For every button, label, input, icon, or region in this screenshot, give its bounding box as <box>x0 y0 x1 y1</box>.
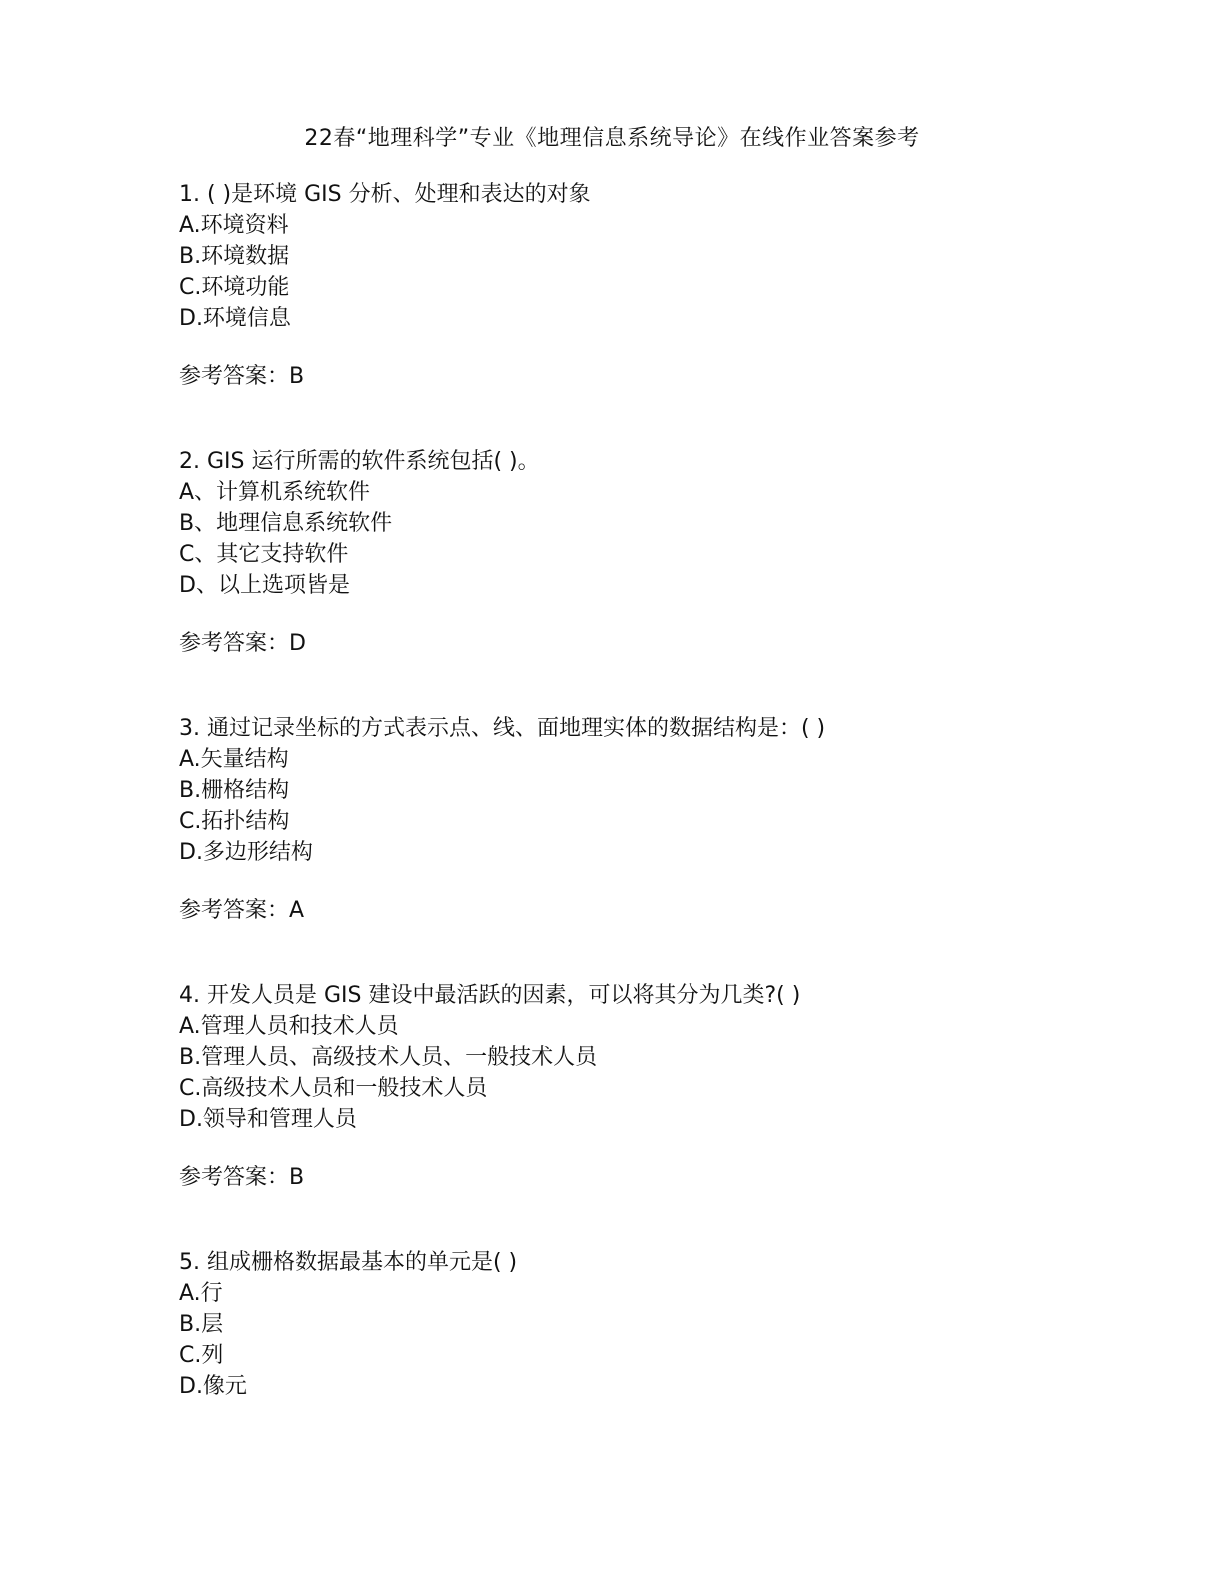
question-4 <box>179 981 1119 1248</box>
option-d: D.多边形结构 <box>179 840 313 865</box>
option-c: C.高级技术人员和一般技术人员 <box>179 1076 488 1101</box>
answer-label: 参考答案： <box>179 631 290 656</box>
answer-label: 参考答案： <box>179 1165 290 1190</box>
option-b: B.管理人员、高级技术人员、一般技术人员 <box>179 1045 598 1070</box>
option-list <box>179 478 1119 602</box>
answer-value: A <box>289 898 305 923</box>
question-text: 3. 通过记录坐标的方式表示点、线、面地理实体的数据结构是：( ) <box>179 716 826 741</box>
document-title: 22春“地理科学”专业《地理信息系统导论》在线作业答案参考 <box>304 126 920 151</box>
question-5 <box>179 1248 1119 1515</box>
option-d: D.领导和管理人员 <box>179 1107 357 1132</box>
option-d: D.像元 <box>179 1374 247 1399</box>
question-1 <box>179 180 1119 447</box>
option-list <box>179 1279 1119 1403</box>
question-text: 4. 开发人员是 GIS 建设中最活跃的因素，可以将其分为几类?( ) <box>179 983 801 1008</box>
reference-answer <box>179 896 1119 926</box>
question-2 <box>179 447 1119 714</box>
option-a: A.环境资料 <box>179 213 289 238</box>
option-c: C.列 <box>179 1343 224 1368</box>
question-text: 5. 组成栅格数据最基本的单元是( ) <box>179 1250 518 1275</box>
option-a: A.行 <box>179 1281 223 1306</box>
option-list <box>179 1012 1119 1136</box>
option-a: A、计算机系统软件 <box>179 480 371 505</box>
reference-answer <box>179 362 1119 392</box>
answer-value: D <box>289 631 306 656</box>
question-text: 1. ( )是环境 GIS 分析、处理和表达的对象 <box>179 182 591 207</box>
option-c: C.环境功能 <box>179 275 290 300</box>
option-d: D、以上选项皆是 <box>179 573 350 598</box>
option-list <box>179 745 1119 869</box>
answer-label: 参考答案： <box>179 364 290 389</box>
answer-value: B <box>289 1165 305 1190</box>
option-a: A.矢量结构 <box>179 747 289 772</box>
option-b: B.栅格结构 <box>179 778 290 803</box>
option-b: B.环境数据 <box>179 244 290 269</box>
reference-answer <box>179 629 1119 659</box>
question-text: 2. GIS 运行所需的软件系统包括( )。 <box>179 449 540 474</box>
option-c: C、其它支持软件 <box>179 542 349 567</box>
question-list <box>179 180 1119 1515</box>
option-c: C.拓扑结构 <box>179 809 290 834</box>
question-3 <box>179 714 1119 981</box>
answer-value: B <box>289 364 305 389</box>
option-b: B.层 <box>179 1312 224 1337</box>
reference-answer <box>179 1163 1119 1193</box>
option-d: D.环境信息 <box>179 306 291 331</box>
option-list <box>179 211 1119 335</box>
option-a: A.管理人员和技术人员 <box>179 1014 399 1039</box>
option-b: B、地理信息系统软件 <box>179 511 393 536</box>
answer-label: 参考答案： <box>179 898 290 923</box>
